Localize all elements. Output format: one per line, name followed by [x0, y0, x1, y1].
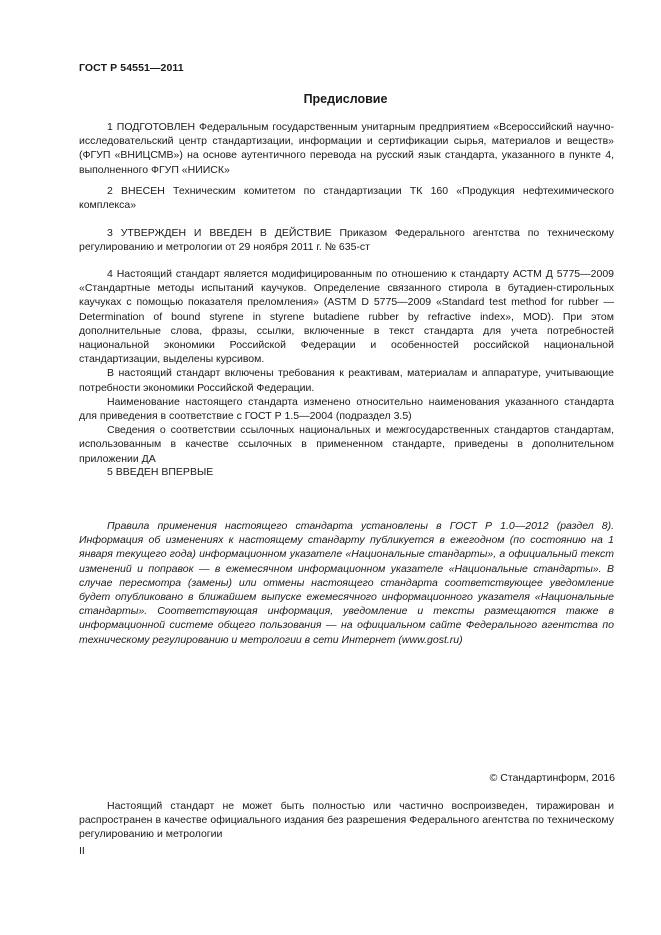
reproduction-text: Настоящий стандарт не может быть полностью или частично воспроизведен, тиражирован и распространен в качестве официального издания без разрешения Федерального агентства по техническому регулированию и метрологии [79, 800, 614, 841]
application-rules-text: Правила применения настоящего стандарта установлены в ГОСТ Р 1.0—2012 (раздел 8). Информация об изменениях к настоящему стандарту публикуется в ежегодном (по состоянию на 1 января текущего года) информационном указателе «Национальные стандарты», а официальный текст изменений и поправок — в ежемесячном информационном указателе «Национальные стандарты». В случае пересмотра (замены) или отмены настоящего стандарта соответствующее уведомление будет опубликовано в ближайшем выпуске ежемесячного информационного указателя «Национальные стандарты». Соответствующая информация, уведомление и тексты размещаются также в информационной системе общего пользования — на официальном сайте Федерального агентства по техническому регулированию и метрологии в сети Интернет (www.gost.ru) [79, 520, 614, 646]
foreword-item-4 [79, 267, 614, 466]
application-rules-notice [79, 519, 614, 647]
document-code: ГОСТ Р 54551—2011 [79, 62, 184, 74]
foreword-item-4-para-3: Наименование настоящего стандарта изменено относительно наименования указанного стандарта для приведения в соответствие с ГОСТ Р 1.5—2004 (подраздел 3.5) [79, 395, 614, 423]
foreword-item-2 [79, 184, 614, 212]
foreword-item-4-para-1: 4 Настоящий стандарт является модифицированным по отношению к стандарту АСТМ Д 5775—2009 «Стандартные методы испытаний каучуков. Определение связанного стирола в бутадиен-стирольных каучуках с помощью показателя преломления» (ASTM D 5775—2009 «Standard test method for rubber — Determination of bound styrene in styrene butadiene rubber by refractive index», MOD). При этом дополнительные слова, фразы, ссылки, включенные в текст стандарта для учета потребностей национальной экономики Российской Федерации и особенностей российской национальной стандартизации, выделены курсивом. [79, 268, 614, 366]
foreword-item-2-text: 2 ВНЕСЕН Техническим комитетом по стандартизации ТК 160 «Продукция нефтехимического комплекса» [79, 185, 614, 212]
foreword-item-4-para-4: Сведения о соответствии ссылочных национальных и межгосударственных стандартов стандартам, использованным в качестве ссылочных в примененном стандарте, приведены в дополнительном приложении ДА [79, 424, 614, 465]
foreword-item-1-text: 1 ПОДГОТОВЛЕН Федеральным государственным унитарным предприятием «Всероссийский научно-исследовательский центр стандартизации, информации и сертификации сырья, материалов и веществ» (ФГУП «ВНИЦСМВ») на основе аутентичного перевода на русский язык стандарта, указанного в пункте 4, выполненного ФГУП «НИИСК» [79, 121, 614, 176]
foreword-item-3-text: 3 УТВЕРЖДЕН И ВВЕДЕН В ДЕЙСТВИЕ Приказом Федерального агентства по техническому регулированию и метрологии от 29 ноября 2011 г. № 635-ст [79, 227, 614, 254]
page-number: II [79, 845, 85, 857]
foreword-item-3 [79, 226, 614, 254]
foreword-item-5-text: 5 ВВЕДЕН ВПЕРВЫЕ [107, 466, 214, 478]
foreword-item-5 [79, 465, 614, 479]
foreword-item-1 [79, 120, 614, 177]
foreword-title: Предисловие [303, 92, 388, 106]
foreword-item-4-para-2: В настоящий стандарт включены требования к реактивам, материалам и аппаратуре, учитывающие потребности экономики Российской Федерации. [79, 367, 614, 394]
reproduction-notice [79, 799, 614, 842]
copyright: © Стандартинформ, 2016 [489, 772, 615, 784]
